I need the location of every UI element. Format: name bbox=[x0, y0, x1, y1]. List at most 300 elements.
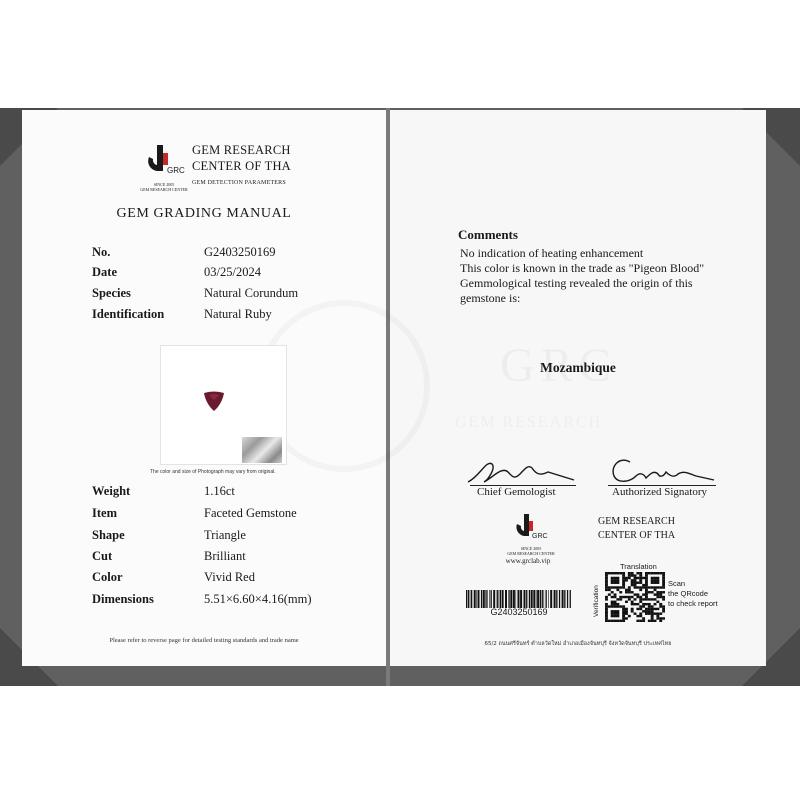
qr-module bbox=[639, 620, 642, 622]
qr-module bbox=[645, 612, 648, 614]
watermark-gem-research bbox=[455, 414, 602, 432]
qr-module bbox=[654, 603, 657, 605]
qr-module bbox=[648, 603, 651, 605]
qr-module bbox=[631, 572, 634, 574]
chief-gemologist-signature bbox=[462, 454, 582, 488]
qr-module bbox=[639, 586, 642, 588]
qr-module bbox=[622, 608, 625, 610]
org-name-line1: GEM RESEARCH bbox=[598, 516, 675, 527]
qr-module bbox=[614, 582, 617, 584]
qr-module bbox=[654, 586, 657, 588]
qr-module bbox=[636, 596, 639, 598]
qr-module bbox=[614, 601, 617, 603]
qr-module bbox=[654, 582, 657, 584]
qr-module bbox=[645, 586, 648, 588]
org-name-line1: GEM RESEARCH bbox=[192, 143, 291, 157]
org-name-line2: CENTER OF THA bbox=[192, 159, 291, 173]
qr-module bbox=[631, 582, 634, 584]
qr-module bbox=[642, 586, 645, 588]
barcode-bar bbox=[513, 590, 515, 608]
verification-label: Verification bbox=[593, 585, 600, 617]
scan-instructions bbox=[668, 579, 718, 609]
qr-module bbox=[639, 574, 642, 576]
detail-label: Color bbox=[92, 570, 123, 584]
qr-module bbox=[654, 589, 657, 591]
qr-module bbox=[651, 605, 654, 607]
qr-module bbox=[605, 617, 608, 619]
field-label: No. bbox=[92, 245, 111, 259]
barcode-bar bbox=[556, 590, 557, 608]
qr-module bbox=[619, 591, 622, 593]
qr-module bbox=[628, 615, 631, 617]
qr-module bbox=[656, 612, 659, 614]
qr-module bbox=[611, 596, 614, 598]
qr-module bbox=[634, 582, 637, 584]
comment-line: gemstone is: bbox=[460, 291, 521, 305]
qr-module bbox=[642, 593, 645, 595]
qr-module bbox=[662, 596, 665, 598]
qr-module bbox=[648, 612, 651, 614]
qr-module bbox=[614, 603, 617, 605]
qr-module bbox=[625, 591, 628, 593]
qr-module bbox=[651, 617, 654, 619]
qr-module bbox=[611, 586, 614, 588]
qr-module bbox=[622, 577, 625, 579]
detail-value: 1.16ct bbox=[204, 484, 235, 498]
qr-module bbox=[616, 586, 619, 588]
qr-module bbox=[628, 572, 631, 574]
qr-module bbox=[639, 577, 642, 579]
qr-module bbox=[651, 608, 654, 610]
qr-module bbox=[622, 586, 625, 588]
org-name bbox=[598, 515, 675, 543]
qr-module bbox=[608, 620, 611, 622]
qr-module bbox=[605, 598, 608, 600]
field-label: Species bbox=[92, 286, 131, 300]
qr-module bbox=[636, 620, 639, 622]
scan-line: the QRcode bbox=[668, 589, 709, 598]
barcode-bar bbox=[564, 590, 565, 608]
qr-module bbox=[614, 615, 617, 617]
qr-module bbox=[616, 579, 619, 581]
org-name-line2: CENTER OF THA bbox=[598, 530, 676, 541]
qr-module bbox=[625, 610, 628, 612]
barcode-bar bbox=[489, 590, 490, 608]
qr-module bbox=[636, 615, 639, 617]
detail-label: Weight bbox=[92, 484, 131, 498]
barcode-bar bbox=[518, 590, 520, 608]
qr-module bbox=[616, 572, 619, 574]
detail-value: 5.51×6.60×4.16(mm) bbox=[204, 592, 312, 606]
qr-module bbox=[651, 586, 654, 588]
qr-module bbox=[645, 577, 648, 579]
logo-caption: GEM RESEARCH CENTER bbox=[140, 187, 188, 192]
qr-module bbox=[605, 620, 608, 622]
qr-module bbox=[656, 582, 659, 584]
qr-module bbox=[631, 584, 634, 586]
qr-module bbox=[656, 577, 659, 579]
qr-module bbox=[656, 608, 659, 610]
comment-line: This color is known in the trade as "Pigeon Blood" bbox=[460, 261, 705, 275]
qr-module bbox=[611, 572, 614, 574]
qr-module bbox=[628, 586, 631, 588]
barcode-bar bbox=[548, 590, 549, 608]
qr-module bbox=[648, 586, 651, 588]
qr-module bbox=[636, 586, 639, 588]
qr-module bbox=[648, 572, 651, 574]
logo-since bbox=[140, 182, 188, 192]
field-value: 03/25/2024 bbox=[204, 265, 261, 279]
qr-module bbox=[654, 593, 657, 595]
qr-module bbox=[611, 620, 614, 622]
qr-module bbox=[619, 605, 622, 607]
gemstone-image bbox=[202, 390, 226, 412]
detail-value: Brilliant bbox=[204, 549, 246, 563]
qr-module bbox=[645, 584, 648, 586]
qr-module bbox=[622, 572, 625, 574]
qr-module bbox=[662, 598, 665, 600]
qr-module bbox=[611, 579, 614, 581]
qr-module bbox=[622, 620, 625, 622]
qr-module bbox=[642, 610, 645, 612]
qr-module bbox=[616, 605, 619, 607]
qr-module bbox=[648, 591, 651, 593]
qr-module bbox=[611, 582, 614, 584]
photo-note: The color and size of Photograph may vary from original. bbox=[150, 469, 276, 475]
qr-module bbox=[662, 579, 665, 581]
barcode-bar bbox=[468, 590, 469, 608]
qr-module bbox=[634, 603, 637, 605]
qr-module bbox=[614, 605, 617, 607]
barcode-bar bbox=[474, 590, 476, 608]
qr-module bbox=[651, 582, 654, 584]
qr-module bbox=[625, 577, 628, 579]
qr-module bbox=[645, 589, 648, 591]
field-value: Natural Ruby bbox=[204, 307, 272, 321]
barcode-bar bbox=[499, 590, 500, 608]
qr-module bbox=[622, 615, 625, 617]
qr-module bbox=[625, 596, 628, 598]
barcode-bar bbox=[559, 590, 560, 608]
qr-module bbox=[622, 612, 625, 614]
qr-module bbox=[662, 582, 665, 584]
barcode-bar bbox=[487, 590, 488, 608]
qr-module bbox=[645, 574, 648, 576]
qr-module bbox=[628, 574, 631, 576]
barcode-bar bbox=[554, 590, 556, 608]
qr-module bbox=[622, 617, 625, 619]
qr-module bbox=[636, 603, 639, 605]
barcode-bar bbox=[508, 590, 509, 608]
qr-module bbox=[639, 589, 642, 591]
qr-module bbox=[616, 603, 619, 605]
qr-module bbox=[651, 579, 654, 581]
qr-module bbox=[645, 572, 648, 574]
qr-module bbox=[659, 591, 662, 593]
barcode bbox=[466, 590, 572, 608]
qr-module bbox=[616, 582, 619, 584]
qr-module bbox=[608, 589, 611, 591]
qr-module bbox=[605, 608, 608, 610]
qr-module bbox=[639, 608, 642, 610]
barcode-bar bbox=[493, 590, 495, 608]
qr-module bbox=[614, 610, 617, 612]
qr-module bbox=[639, 572, 642, 574]
barcode-bar bbox=[531, 590, 533, 608]
qr-module bbox=[608, 593, 611, 595]
qr-module bbox=[605, 603, 608, 605]
qr-module bbox=[608, 572, 611, 574]
qr-module bbox=[619, 572, 622, 574]
qr-module bbox=[622, 610, 625, 612]
detail-label: Shape bbox=[92, 528, 125, 542]
qr-module bbox=[636, 608, 639, 610]
qr-module bbox=[605, 605, 608, 607]
qr-module bbox=[605, 577, 608, 579]
qr-module bbox=[659, 593, 662, 595]
qr-module bbox=[625, 589, 628, 591]
qr-module bbox=[634, 598, 637, 600]
qr-module bbox=[656, 586, 659, 588]
qr-module bbox=[625, 617, 628, 619]
qr-module bbox=[648, 608, 651, 610]
qr-module bbox=[659, 603, 662, 605]
qr-module bbox=[619, 586, 622, 588]
qr-module bbox=[605, 589, 608, 591]
qr-module bbox=[605, 572, 608, 574]
qr-module bbox=[662, 584, 665, 586]
qr-module bbox=[662, 610, 665, 612]
comment-line: No indication of heating enhancement bbox=[460, 246, 644, 260]
qr-module bbox=[656, 596, 659, 598]
qr-module bbox=[625, 601, 628, 603]
qr-module bbox=[654, 577, 657, 579]
qr-module bbox=[662, 572, 665, 574]
qr-module bbox=[659, 605, 662, 607]
qr-module bbox=[639, 596, 642, 598]
scan-line: Scan bbox=[668, 579, 686, 588]
qr-module bbox=[656, 572, 659, 574]
barcode-bar bbox=[516, 590, 517, 608]
barcode-bar bbox=[505, 590, 507, 608]
barcode-bar bbox=[520, 590, 522, 608]
qr-module bbox=[608, 586, 611, 588]
qr-module bbox=[662, 617, 665, 619]
qr-module bbox=[645, 598, 648, 600]
qr-module bbox=[616, 612, 619, 614]
qr-module bbox=[645, 579, 648, 581]
qr-module bbox=[642, 577, 645, 579]
barcode-bar bbox=[481, 590, 482, 608]
logo-caption: GEM RESEARCH CENTER bbox=[507, 551, 555, 556]
qr-module bbox=[616, 589, 619, 591]
comments-title: Comments bbox=[458, 227, 518, 242]
chief-gemologist-label: Chief Gemologist bbox=[477, 486, 556, 498]
qr-module bbox=[654, 598, 657, 600]
qr-module bbox=[631, 596, 634, 598]
qr-module bbox=[614, 572, 617, 574]
qr-module bbox=[651, 572, 654, 574]
qr-module bbox=[636, 572, 639, 574]
qr-module bbox=[622, 574, 625, 576]
qr-module bbox=[605, 574, 608, 576]
barcode-bar bbox=[537, 590, 539, 608]
detail-value: Vivid Red bbox=[204, 570, 255, 584]
qr-module bbox=[628, 589, 631, 591]
qr-module bbox=[662, 574, 665, 576]
detail-label: Cut bbox=[92, 549, 113, 563]
qr-module bbox=[622, 579, 625, 581]
qr-code[interactable] bbox=[605, 572, 665, 622]
qr-module bbox=[656, 593, 659, 595]
qr-module bbox=[619, 596, 622, 598]
barcode-bar bbox=[476, 590, 477, 608]
logo-since-text: SINCE 2005 bbox=[153, 182, 175, 187]
barcode-bar bbox=[542, 590, 543, 608]
qr-module bbox=[631, 603, 634, 605]
barcode-bar bbox=[471, 590, 472, 608]
logo-text: GRC bbox=[167, 166, 185, 175]
qr-module bbox=[645, 582, 648, 584]
org-subtitle: GEM DETECTION PARAMETERS bbox=[192, 180, 286, 186]
barcode-bar bbox=[540, 590, 541, 608]
qr-module bbox=[659, 586, 662, 588]
qr-module bbox=[628, 591, 631, 593]
qr-module bbox=[605, 615, 608, 617]
qr-module bbox=[631, 610, 634, 612]
qr-module bbox=[631, 601, 634, 603]
qr-module bbox=[648, 610, 651, 612]
qr-module bbox=[639, 605, 642, 607]
detail-label: Item bbox=[92, 506, 117, 520]
qr-module bbox=[659, 617, 662, 619]
website-link[interactable]: www.grclab.vip bbox=[505, 557, 551, 565]
qr-module bbox=[616, 620, 619, 622]
origin-country: Mozambique bbox=[540, 360, 616, 375]
barcode-bar bbox=[478, 590, 480, 608]
qr-module bbox=[645, 608, 648, 610]
qr-module bbox=[645, 603, 648, 605]
qr-module bbox=[642, 598, 645, 600]
qr-module bbox=[634, 593, 637, 595]
qr-module bbox=[622, 596, 625, 598]
qr-module bbox=[634, 584, 637, 586]
field-value: Natural Corundum bbox=[204, 286, 299, 300]
qr-module bbox=[634, 574, 637, 576]
translation-label: Translation bbox=[620, 562, 657, 571]
qr-module bbox=[656, 591, 659, 593]
qr-module bbox=[651, 620, 654, 622]
logo-since-text: SINCE 2005 bbox=[520, 546, 542, 551]
barcode-bar bbox=[497, 590, 498, 608]
qr-module bbox=[636, 582, 639, 584]
field-value: G2403250169 bbox=[204, 245, 276, 259]
barcode-bar bbox=[466, 590, 467, 608]
barcode-number: G2403250169 bbox=[490, 607, 548, 617]
qr-module bbox=[651, 591, 654, 593]
qr-module bbox=[642, 605, 645, 607]
qr-module bbox=[614, 596, 617, 598]
qr-module bbox=[611, 615, 614, 617]
qr-module bbox=[616, 615, 619, 617]
scan-line: to check report bbox=[668, 599, 718, 608]
qr-module bbox=[645, 591, 648, 593]
qr-module bbox=[622, 582, 625, 584]
qr-module bbox=[619, 598, 622, 600]
qr-module bbox=[656, 615, 659, 617]
qr-module bbox=[648, 598, 651, 600]
qr-module bbox=[619, 620, 622, 622]
qr-module bbox=[642, 603, 645, 605]
qr-module bbox=[654, 572, 657, 574]
qr-module bbox=[662, 608, 665, 610]
qr-module bbox=[654, 620, 657, 622]
qr-module bbox=[639, 601, 642, 603]
qr-module bbox=[616, 610, 619, 612]
qr-module bbox=[651, 610, 654, 612]
qr-module bbox=[611, 605, 614, 607]
barcode-bar bbox=[510, 590, 512, 608]
hologram-sticker bbox=[242, 437, 282, 463]
barcode-bar bbox=[536, 590, 537, 608]
barcode-bar bbox=[526, 590, 527, 608]
qr-module bbox=[625, 608, 628, 610]
qr-module bbox=[605, 612, 608, 614]
qr-module bbox=[651, 577, 654, 579]
qr-module bbox=[648, 620, 651, 622]
qr-module bbox=[645, 596, 648, 598]
qr-module bbox=[605, 584, 608, 586]
qr-module bbox=[639, 615, 642, 617]
qr-module bbox=[639, 582, 642, 584]
qr-module bbox=[645, 593, 648, 595]
barcode-bar bbox=[567, 590, 568, 608]
barcode-bar bbox=[550, 590, 552, 608]
qr-module bbox=[634, 612, 637, 614]
lab-address: 65/2 ถนนศรีจันทร์ ตำบลวัดใหม่ อำเภอเมืองจันทบุรี จังหวัดจันทบุรี ประเทศไทย bbox=[484, 641, 672, 647]
qr-module bbox=[654, 579, 657, 581]
qr-module bbox=[656, 579, 659, 581]
qr-module bbox=[611, 577, 614, 579]
logo-text: GRC bbox=[532, 533, 548, 540]
qr-module bbox=[639, 598, 642, 600]
qr-module bbox=[605, 610, 608, 612]
qr-module bbox=[662, 586, 665, 588]
qr-module bbox=[631, 574, 634, 576]
qr-module bbox=[634, 579, 637, 581]
qr-module bbox=[614, 612, 617, 614]
qr-module bbox=[659, 572, 662, 574]
qr-module bbox=[654, 608, 657, 610]
qr-module bbox=[645, 610, 648, 612]
qr-module bbox=[611, 610, 614, 612]
org-name bbox=[192, 142, 291, 174]
qr-module bbox=[614, 593, 617, 595]
qr-module bbox=[616, 598, 619, 600]
qr-module bbox=[622, 605, 625, 607]
detail-value: Faceted Gemstone bbox=[204, 506, 297, 520]
qr-module bbox=[659, 620, 662, 622]
qr-module bbox=[625, 612, 628, 614]
qr-module bbox=[631, 591, 634, 593]
barcode-bar bbox=[570, 590, 571, 608]
barcode-bar bbox=[529, 590, 530, 608]
qr-module bbox=[605, 586, 608, 588]
qr-module bbox=[656, 617, 659, 619]
barcode-bar bbox=[533, 590, 535, 608]
qr-module bbox=[659, 612, 662, 614]
barcode-bar bbox=[502, 590, 504, 608]
